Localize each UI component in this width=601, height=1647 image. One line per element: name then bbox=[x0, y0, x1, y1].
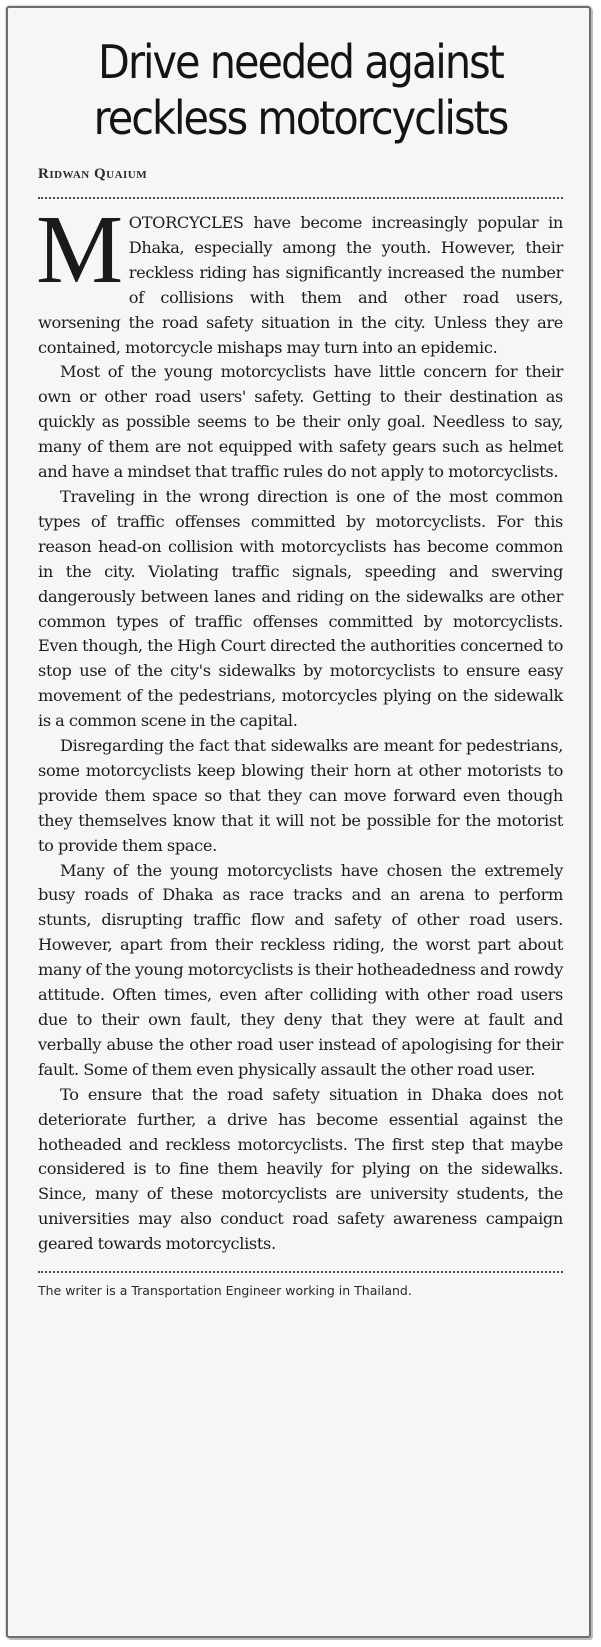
headline-line-1: Drive needed against bbox=[98, 35, 503, 89]
byline: Ridwan Quaium bbox=[38, 166, 148, 182]
paragraph-3: Traveling in the wrong direction is one of the most common types of traffic offenses committed by motorcyclists. For this reason head-on collision with motorcyclists has become common in the city. Violating traffic signals, speeding and swerving dangerously between lanes and riding on the sidewalks are other common types of traffic offenses committed by motorcyclists. Even though, the High Court directed the authorities concerned to stop use of the city's sidewalks by motorcyclists to ensure easy movement of the pedestrians, motorcycles plying on the sidewalk is a common scene in the capital. bbox=[38, 486, 563, 731]
bottom-dotted-rule bbox=[38, 1271, 563, 1273]
lead-paragraph bbox=[36, 196, 563, 360]
paragraph-5: Many of the young motorcyclists have chosen the extremely busy roads of Dhaka as race tracks and an arena to perform stunts, disrupting traffic flow and safety of other road users. However, apart from their reckless riding, the worst part about many of the young motorcyclists is their hotheadedness and rowdy attitude. Often times, even after colliding with other road users due to their own fault, they deny that they were at fault and verbally abuse the other road user instead of apologising for their fault. Some of them even physically assault the other road user. bbox=[38, 860, 563, 1079]
author-tagline: The writer is a Transportation Engineer working in Thailand. bbox=[38, 1283, 412, 1299]
article-clipping bbox=[6, 6, 591, 1638]
headline-line-2: reckless motorcyclists bbox=[93, 91, 508, 145]
paragraph-6: To ensure that the road safety situation in Dhaka does not deteriorate further, a drive has become essential against the hotheaded and reckless motorcyclists. The first step that maybe considered is to fine them heavily for plying on the sidewalks. Since, many of these motorcyclists are university students, the universities may also conduct road safety awareness campaign geared towards motorcyclists. bbox=[38, 1084, 563, 1254]
drop-cap: M bbox=[36, 196, 123, 304]
lead-paragraph-text: OTORCYCLES have become increasingly popular in Dhaka, especially among the youth. However, their reckless riding has significantly increased the number of collisions with them and other road users, worsening the road safety situation in the city. Unless they are contained, motorcycle mishaps may turn into an epidemic. bbox=[38, 213, 563, 357]
headline bbox=[64, 34, 537, 146]
paragraph-4: Disregarding the fact that sidewalks are meant for pedestrians, some motorcyclists keep blowing their horn at other motorists to provide them space so that they can move forward even though they themselves know that it will not be possible for the motorist to provide them space. bbox=[38, 736, 563, 855]
paragraph-2: Most of the young motorcyclists have little concern for their own or other road users' safety. Getting to their destination as quickly as possible seems to be their only goal. Needless to say, many of them are not equipped with safety gears such as helmet and have a mindset that traffic rules do not apply to motorcyclists. bbox=[38, 362, 563, 482]
article-body bbox=[36, 196, 563, 1257]
